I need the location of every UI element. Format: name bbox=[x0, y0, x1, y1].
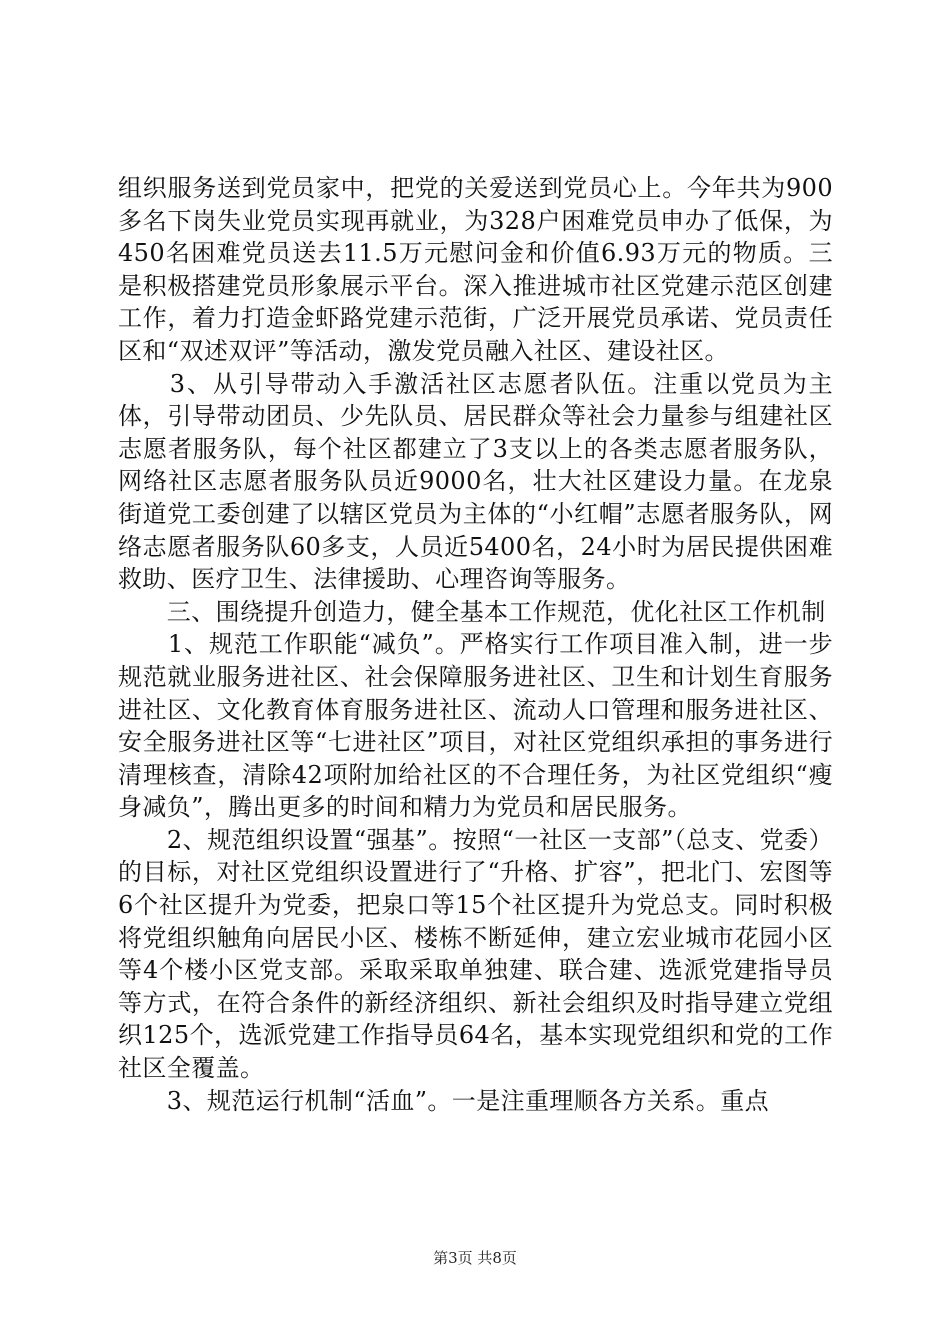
paragraph-3: 1、规范工作职能“减负”。严格实行工作项目准入制，进一步规范就业服务进社区、社会保障服务进社区、卫生和计划生育服务进社区、文化教育体育服务进社区、流动人口管理和服务进社区、安全服务进社区等“七进社区”项目，对社区党组织承担的事务进行清理核查，清除42项附加给社区的不合理任务，为社区党组织“瘦身减负”，腾出更多的时间和精力为党员和居民服务。 bbox=[118, 630, 833, 822]
paragraph-5: 3、规范运行机制“活血”。一是注重理顺各方关系。重点 bbox=[118, 1086, 770, 1115]
paragraph-1: 组织服务送到党员家中，把党的关爱送到党员心上。今年共为900多名下岗失业党员实现再就业，为328户困难党员申办了低保，为450名困难党员送去11.5万元慰问金和价值6.93万元的物质。三是积极搭建党员形象展示平台。深入推进城市社区党建示范区创建工作，着力打造金虾路党建示范街，广泛开展党员承诺、党员责任区和“双述双评”等活动，激发党员融入社区、建设社区。 bbox=[118, 174, 833, 365]
document-body bbox=[118, 172, 833, 1117]
section-heading: 三、围绕提升创造力，健全基本工作规范，优化社区工作机制 bbox=[118, 597, 826, 626]
page-number-footer: 第3页 共8页 bbox=[433, 1249, 517, 1267]
paragraph-4: 2、规范组织设置“强基”。按照“一社区一支部”（总支、党委）的目标，对社区党组织设置进行了“升格、扩容”，把北门、宏图等6个社区提升为党委，把泉口等15个社区提升为党总支。同时积极将党组织触角向居民小区、楼栋不断延伸，建立宏业城市花园小区等4个楼小区党支部。采取采取单独建、联合建、选派党建指导员等方式，在符合条件的新经济组织、新社会组织及时指导建立党组织125个，选派党建工作指导员64名，基本实现党组织和党的工作社区全覆盖。 bbox=[118, 825, 833, 1083]
paragraph-2: 3、从引导带动入手激活社区志愿者队伍。注重以党员为主体，引导带动团员、少先队员、居民群众等社会力量参与组建社区志愿者服务队，每个社区都建立了3支以上的各类志愿者服务队，网络社区志愿者服务队员近9000名，壮大社区建设力量。在龙泉街道党工委创建了以辖区党员为主体的“小红帽”志愿者服务队，网络志愿者服务队60多支，人员近5400名，24小时为居民提供困难救助、医疗卫生、法律援助、心理咨询等服务。 bbox=[118, 369, 833, 594]
